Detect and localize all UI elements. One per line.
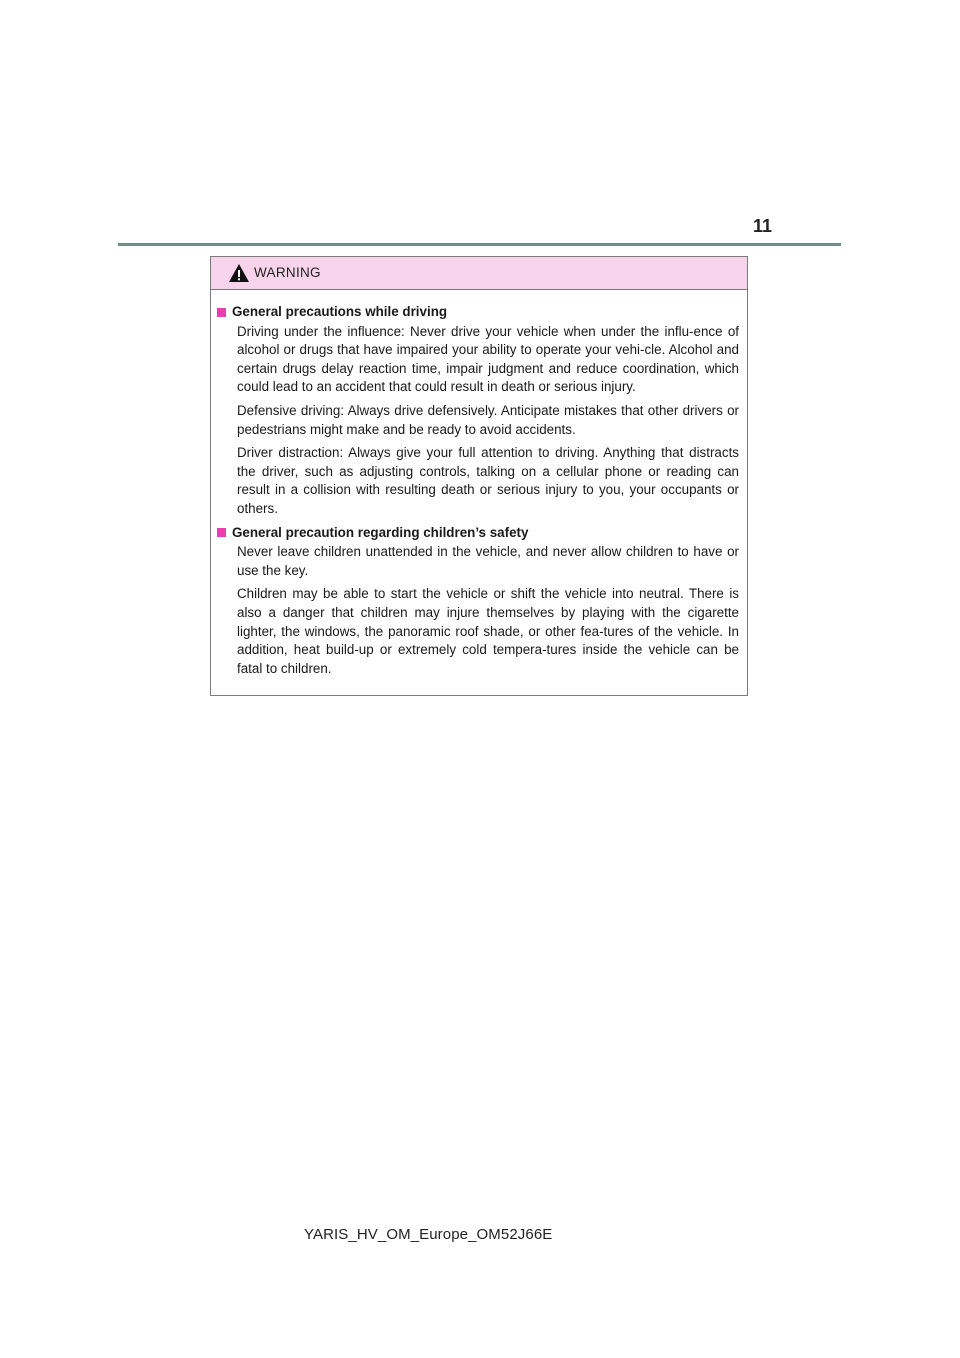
warning-header (211, 257, 747, 290)
section-heading-text: General precaution regarding children’s safety (232, 524, 529, 540)
warning-triangle-icon (228, 263, 250, 283)
section-heading (217, 524, 739, 543)
bullet-square-icon (217, 528, 226, 537)
bullet-square-icon (217, 308, 226, 317)
warning-box (210, 256, 748, 696)
paragraph: Driver distraction: Always give your full attention to driving. Anything that distracts the driver, such as adjusting controls, talking on a cellular phone or reading can result in a collision with resulting death or serious injury to you, your occupants or others. (237, 445, 739, 516)
warning-title: WARNING (254, 265, 321, 280)
paragraph: Children may be able to start the vehicle or shift the vehicle into neutral. There is also a danger that children may injure themselves by playing with the cigarette lighter, the windows, the panoramic roof shade, or other fea-tures of the vehicle. In addition, heat build-up or extremely cold tempera-tures inside the vehicle can be fatal to children. (237, 586, 739, 676)
footer-code: YARIS_HV_OM_Europe_OM52J66E (304, 1226, 553, 1243)
page-number: 11 (752, 216, 772, 236)
paragraph: Driving under the influence: Never drive your vehicle when under the influ-ence of alcohol or drugs that have impaired your ability to operate your vehi-cle. Alcohol and certain drugs delay reaction time, impair judgment and reduce coordination, which could lead to an accident that could result in death or serious injury. (237, 323, 739, 395)
warning-body (211, 290, 747, 678)
header-rule (118, 243, 841, 246)
paragraph: Defensive driving: Always drive defensively. Anticipate mistakes that other drivers or pedestrians might make and be ready to avoid accidents. (237, 402, 739, 437)
section-heading-text: General precautions while driving (232, 304, 448, 319)
paragraph: Never leave children unattended in the vehicle, and never allow children to have or use the key. (237, 544, 739, 578)
section-heading (217, 303, 739, 322)
